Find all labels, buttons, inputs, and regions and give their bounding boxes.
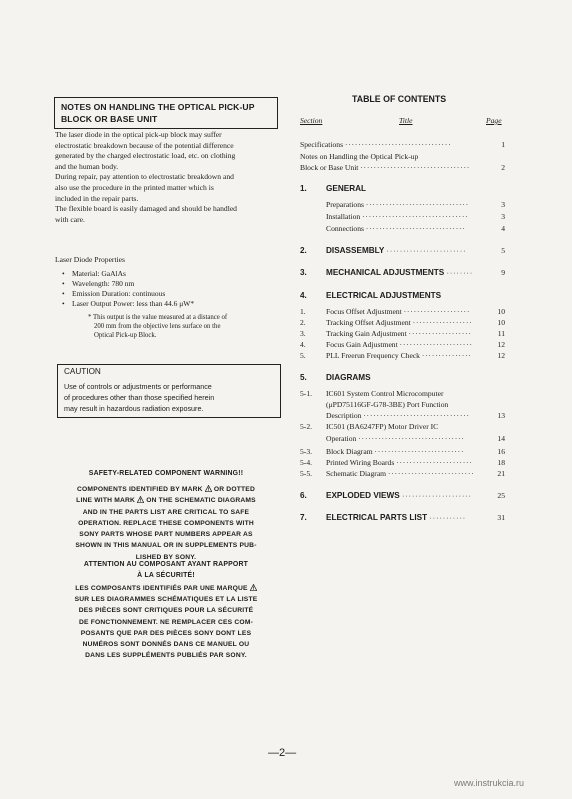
toc-page: 14 bbox=[497, 434, 505, 443]
french-title-line: À LA SÉCURITÉ! bbox=[137, 571, 195, 579]
toc-subnum: 5. bbox=[300, 351, 306, 360]
toc-row[interactable]: (μPD75116GF-G78-3BE) Port Function bbox=[326, 400, 449, 409]
warning-triangle-icon bbox=[205, 485, 212, 492]
toc-row[interactable] bbox=[300, 152, 418, 161]
warning-line: COMPONENTS IDENTIFIED BY MARK OR DOTTED bbox=[77, 486, 255, 493]
toc-row[interactable]: Installation ································ bbox=[326, 212, 469, 221]
notes-title-line2: BLOCK OR BASE UNIT bbox=[61, 114, 158, 124]
notes-line: The flexible board is easily damaged and should be handled bbox=[55, 204, 237, 214]
notes-line: and the human body. bbox=[55, 161, 119, 171]
toc-section-title[interactable]: GENERAL bbox=[326, 184, 367, 193]
toc-page: 2 bbox=[501, 163, 505, 172]
toc-subnum: 5-1. bbox=[300, 389, 313, 398]
toc-entry-title: Specifications bbox=[300, 140, 344, 149]
toc-section-number: 2. bbox=[300, 246, 307, 255]
notes-line: electrostatic breakdown because of the potential difference bbox=[55, 140, 234, 150]
warning-triangle-icon bbox=[250, 584, 257, 591]
toc-page: 25 bbox=[497, 491, 505, 500]
toc-section-number: 7. bbox=[300, 513, 307, 522]
toc-entry-title: Preparations bbox=[326, 200, 364, 209]
toc-section-number: 5. bbox=[300, 373, 307, 382]
laser-properties-title: Laser Diode Properties bbox=[55, 255, 126, 264]
footnote-line: Optical Pick-up Block. bbox=[94, 332, 157, 340]
toc-subnum: 2. bbox=[300, 318, 306, 327]
watermark-url: www.instrukcia.ru bbox=[454, 778, 525, 788]
toc-section-number: 1. bbox=[300, 184, 307, 193]
toc-entry-title: Notes on Handling the Optical Pick-up bbox=[300, 152, 419, 161]
toc-page: 5 bbox=[501, 246, 505, 255]
warning-line: SUR LES DIAGRAMMES SCHÉMATIQUES ET LA LISTE bbox=[74, 596, 258, 604]
warning-triangle-icon bbox=[137, 496, 144, 503]
warning-line: DANS LES SUPPLÉMENTS PUBLIÉS PAR SONY. bbox=[85, 652, 247, 660]
laser-bullet-list bbox=[62, 269, 194, 309]
toc-page: 1 bbox=[501, 140, 505, 149]
toc-page: 16 bbox=[497, 447, 505, 456]
toc-page: 21 bbox=[497, 469, 505, 478]
toc-row[interactable]: Focus Gain Adjustment ······················ bbox=[326, 340, 473, 349]
toc-section-title[interactable]: MECHANICAL ADJUSTMENTS ········ bbox=[326, 268, 474, 277]
toc-section-title[interactable]: DIAGRAMS bbox=[326, 373, 371, 382]
caution-title: CAUTION bbox=[64, 367, 101, 376]
toc-row[interactable]: IC601 System Control Microcomputer bbox=[326, 389, 444, 398]
warning-line: NUMÉROS SONT DONNÉS DANS CE MANUEL OU bbox=[82, 641, 250, 649]
bullet-icon: • bbox=[62, 289, 65, 298]
toc-row[interactable]: Focus Offset Adjustment ···················· bbox=[326, 307, 471, 316]
bullet-icon: • bbox=[62, 299, 65, 308]
list-item: • Laser Output Power: less than 44.6 μW* bbox=[62, 299, 195, 308]
toc-subnum: 1. bbox=[300, 307, 306, 316]
notes-line: During repair, pay attention to electrostatic breakdown and bbox=[55, 172, 234, 182]
toc-row[interactable]: Tracking Gain Adjustment ··················· bbox=[326, 329, 472, 338]
toc-section-title[interactable]: EXPLODED VIEWS ····················· bbox=[326, 491, 472, 500]
footnote-line: 200 mm from the objective lens surface on the bbox=[94, 323, 221, 331]
toc-col-title: Title bbox=[399, 116, 413, 125]
toc-col-section: Section bbox=[300, 116, 323, 125]
toc-section-title[interactable]: ELECTRICAL ADJUSTMENTS bbox=[326, 291, 442, 300]
notes-line: with care. bbox=[55, 214, 85, 224]
toc-page: 13 bbox=[497, 411, 505, 420]
toc-subnum: 5-5. bbox=[300, 469, 313, 478]
warning-line: DE FONCTIONNEMENT. NE REMPLACER CES COM- bbox=[78, 618, 254, 626]
toc-page: 10 bbox=[497, 307, 505, 316]
list-item: • Material: GaAlAs bbox=[62, 269, 126, 278]
toc-section-number: 3. bbox=[300, 268, 307, 277]
toc-page: 9 bbox=[501, 268, 505, 277]
toc-entry-title: Connections bbox=[326, 224, 364, 233]
notes-paragraph bbox=[55, 130, 277, 225]
toc-page: 31 bbox=[497, 513, 505, 522]
warning-line: OPERATION. REPLACE THESE COMPONENTS WITH bbox=[78, 519, 254, 527]
caution-line: Use of controls or adjustments or performance bbox=[64, 382, 212, 391]
toc-entry-title: Block or Base Unit bbox=[300, 163, 359, 172]
toc-subnum: 5-4. bbox=[300, 458, 313, 467]
notes-line: included in the repair parts. bbox=[55, 193, 139, 203]
warning-line: SONY PARTS WHOSE PART NUMBERS APPEAR AS bbox=[79, 531, 253, 539]
caution-text bbox=[64, 381, 278, 414]
toc-row[interactable]: Schematic Diagram ·························· bbox=[326, 469, 475, 478]
warning-line: LES COMPOSANTS IDENTIFIÉS PAR UNE MARQUE bbox=[50, 583, 282, 594]
toc-subnum: 5-2. bbox=[300, 422, 313, 431]
list-item: • Emission Duration: continuous bbox=[62, 289, 166, 298]
toc-row[interactable]: IC501 (BA6247FP) Motor Driver IC bbox=[326, 422, 439, 431]
toc-section-number: 4. bbox=[300, 291, 307, 300]
bullet-icon: • bbox=[62, 279, 65, 288]
toc-page: 4 bbox=[501, 224, 505, 233]
toc-entry-title: Installation bbox=[326, 212, 361, 221]
notes-line: The laser diode in the optical pick-up block may suffer bbox=[55, 130, 222, 139]
warning-line: SHOWN IN THIS MANUAL OR IN SUPPLEMENTS PUB- bbox=[75, 542, 257, 550]
toc-page: 12 bbox=[497, 351, 505, 360]
warning-line: POSANTS QUE PAR DES PIÈCES SONY DONT LES bbox=[80, 629, 252, 637]
toc-section-title[interactable]: DISASSEMBLY ························ bbox=[326, 246, 467, 255]
toc-row[interactable]: Printed Wiring Boards ······················· bbox=[326, 458, 473, 467]
toc-page: 12 bbox=[497, 340, 505, 349]
warning-line: AND IN THE PARTS LIST ARE CRITICAL TO SAFE bbox=[82, 508, 250, 516]
toc-row[interactable]: Block Diagram ··························· bbox=[326, 447, 465, 456]
caution-line: may result in hazardous radiation exposure. bbox=[64, 404, 204, 413]
toc-title: TABLE OF CONTENTS bbox=[352, 94, 447, 104]
safety-warning-text bbox=[50, 484, 282, 563]
laser-footnote bbox=[88, 313, 288, 341]
toc-section-number: 6. bbox=[300, 491, 307, 500]
french-title-line: ATTENTION AU COMPOSANT AYANT RAPPORT bbox=[83, 561, 249, 568]
toc-subnum: 5-3. bbox=[300, 447, 313, 456]
french-warning-title bbox=[50, 560, 282, 581]
list-item: • Wavelength: 780 nm bbox=[62, 279, 135, 288]
toc-section-title[interactable]: ELECTRICAL PARTS LIST ··········· bbox=[326, 513, 467, 522]
toc-subnum: 4. bbox=[300, 340, 306, 349]
toc-row[interactable]: Preparations ······························· bbox=[326, 200, 470, 209]
caution-line: of procedures other than those specified herein bbox=[64, 393, 215, 402]
toc-row[interactable]: Block or Base Unit ································· bbox=[300, 163, 471, 172]
toc-subnum: 3. bbox=[300, 329, 306, 338]
notes-heading-box bbox=[54, 97, 278, 129]
warning-line: LISHED BY SONY. bbox=[135, 553, 197, 561]
bullet-icon: • bbox=[62, 269, 65, 278]
safety-warning-title: SAFETY-RELATED COMPONENT WARNING!! bbox=[88, 470, 244, 477]
toc-row[interactable]: Connections ······························ bbox=[326, 224, 466, 233]
toc-row[interactable]: Operation ································ bbox=[326, 434, 465, 443]
footnote-line: * This output is the value measured at a distance of bbox=[88, 314, 228, 321]
toc-page: 3 bbox=[501, 212, 505, 221]
page-number: —2— bbox=[268, 747, 297, 759]
notes-line: also use the procedure in the printed matter which is bbox=[55, 182, 214, 192]
warning-line: LINE WITH MARK ON THE SCHEMATIC DIAGRAMS bbox=[76, 497, 256, 505]
toc-page: 11 bbox=[497, 329, 505, 338]
toc-page: 3 bbox=[501, 200, 505, 209]
toc-row[interactable]: Description ································ bbox=[326, 411, 470, 420]
toc-page: 18 bbox=[497, 458, 505, 467]
toc-row[interactable]: Tracking Offset Adjustment ·················· bbox=[326, 318, 473, 327]
toc-row[interactable]: Specifications ································ bbox=[300, 140, 452, 149]
notes-line: generated by the charged electrostatic load, etc. on clothing bbox=[55, 151, 236, 161]
toc-page: 10 bbox=[497, 318, 505, 327]
notes-title-line1: NOTES ON HANDLING THE OPTICAL PICK-UP bbox=[61, 102, 255, 112]
toc-row[interactable]: PLL Freerun Frequency Check ··············· bbox=[326, 351, 472, 360]
toc-col-page: Page bbox=[486, 116, 502, 125]
french-warning-text bbox=[50, 583, 282, 661]
warning-line: DES PIÈCES SONT CRITIQUES POUR LA SÉCURITÉ bbox=[78, 607, 254, 615]
